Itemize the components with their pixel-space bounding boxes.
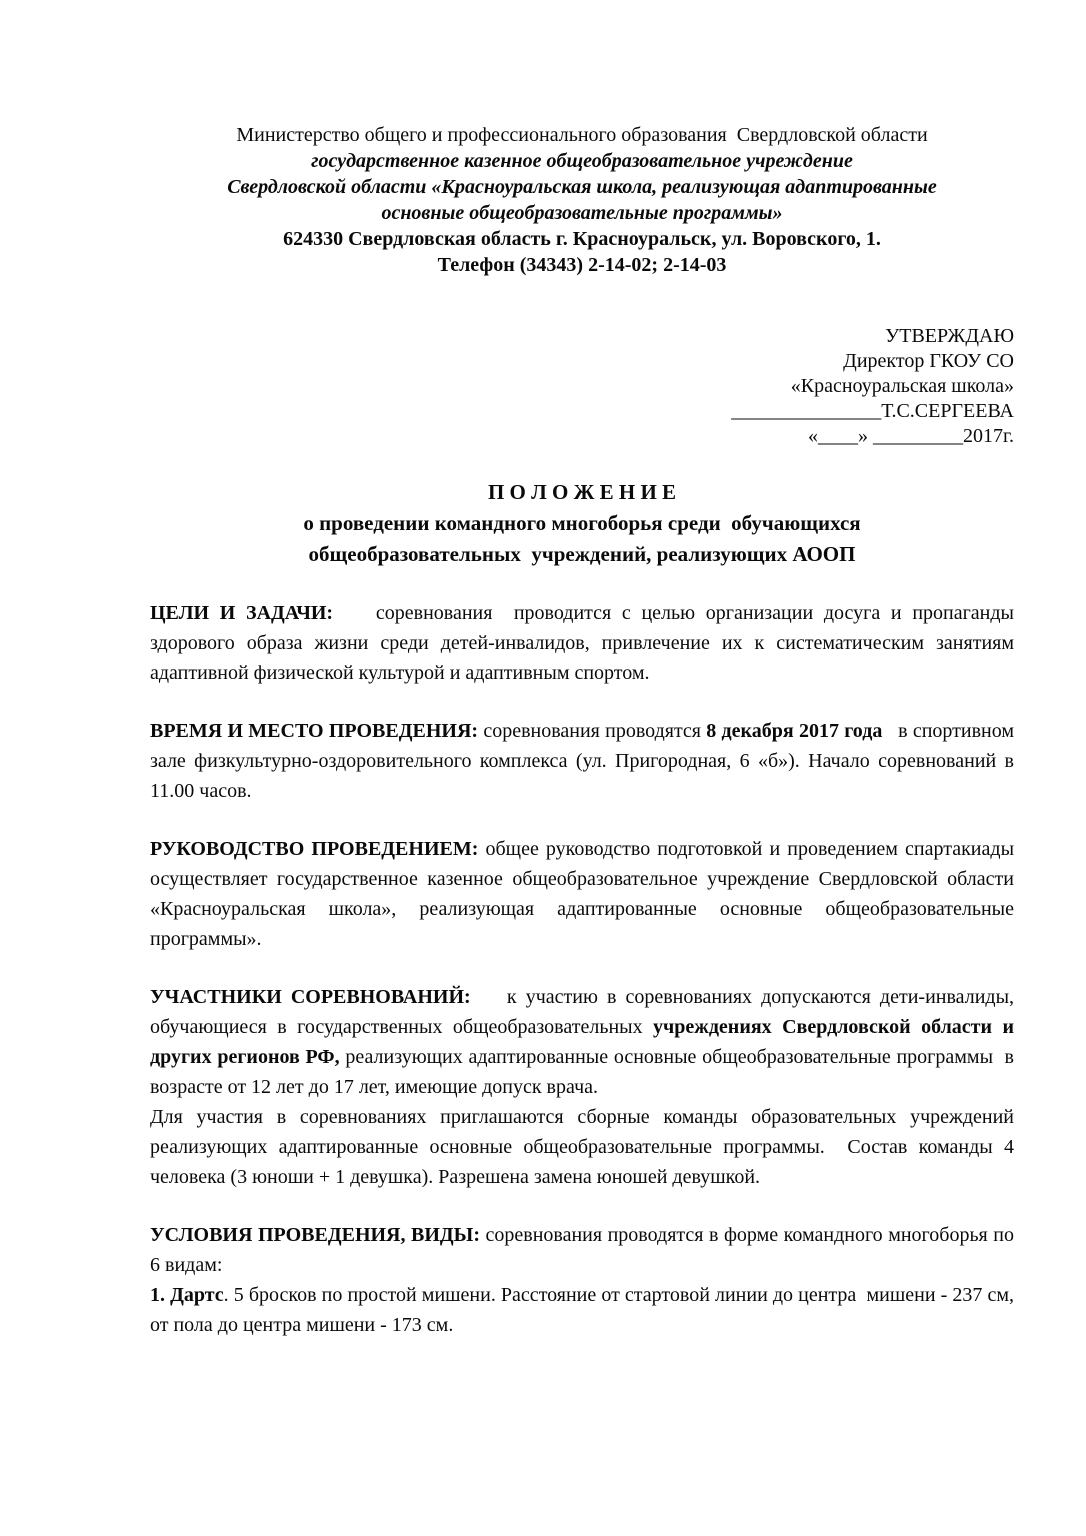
paragraph-participants xyxy=(150,982,1020,1102)
paragraph-darts xyxy=(150,1280,1019,1340)
heading-management: РУКОВОДСТВО ПРОВЕДЕНИЕМ: xyxy=(150,838,479,860)
text-time-place-date: 8 декабря 2017 года xyxy=(706,720,883,742)
document-title xyxy=(150,477,1014,570)
title-subject-line: о проведении командного многоборья среди обучающихся xyxy=(303,511,861,535)
text-conditions: соревнования проводятся в форме командного многоборья по 6 видам: xyxy=(150,1224,1019,1276)
header-institution-name-line: Свердловской области «Красноуральская школа, реализующая адаптированные xyxy=(227,176,937,198)
text-participants-1: к участию в соревнованиях допускаются дети-инвалиды, обучающиеся в государственных общеобразовательных xyxy=(150,986,1020,1038)
approval-date-line: «____» _________2017г. xyxy=(808,425,1014,447)
approval-school-line: «Красноуральская школа» xyxy=(790,375,1014,397)
text-participants-2: реализующих адаптированные основные общеобразовательные программы в возрасте от 12 лет до 17 лет, имеющие допуск врача. xyxy=(150,1046,1019,1098)
heading-conditions: УСЛОВИЯ ПРОВЕДЕНИЯ, ВИДЫ: xyxy=(150,1224,480,1246)
title-main-line: П О Л О Ж Е Н И Е xyxy=(487,480,677,504)
approval-block xyxy=(150,324,1014,449)
heading-participants: УЧАСТНИКИ СОРЕВНОВАНИЙ: xyxy=(150,986,471,1008)
document-body xyxy=(150,598,1020,1340)
approval-signature-line: _______________Т.С.СЕРГЕЕВА xyxy=(731,400,1014,422)
paragraph-conditions xyxy=(150,1220,1019,1280)
heading-time-place: ВРЕМЯ И МЕСТО ПРОВЕДЕНИЯ: xyxy=(150,720,479,742)
text-participation-note: Для участия в соревнованиях приглашаются сборные команды образовательных учреждений реализующих адаптированные основные общеобразовательные программы. Состав команды 4 человека (3 юноши + 1 девушка). Разрешена замена юношей девушкой. xyxy=(150,1106,1019,1188)
paragraph-management xyxy=(150,834,1020,954)
approval-director-line: Директор ГКОУ СО xyxy=(843,350,1014,372)
paragraph-participation-note xyxy=(150,1102,1019,1192)
text-time-place-2: в спортивном зале физкультурно-оздоровительного комплекса (ул. Пригородная, 6 «б»). Начало соревнований в 11.00 часов. xyxy=(150,720,1020,802)
paragraph-time-place xyxy=(150,716,1020,806)
heading-darts-item: 1. Дартс xyxy=(150,1284,224,1306)
text-goals: соревнования проводится с целью организации досуга и пропаганды здорового образа жизни среди детей-инвалидов, привлечение их к систематическим занятиям адаптивной физической культурой и адаптивным спортом. xyxy=(150,602,1019,684)
header-ministry-line: Министерство общего и профессионального образования Свердловской области xyxy=(236,124,928,146)
heading-goals: ЦЕЛИ И ЗАДАЧИ: xyxy=(150,602,334,624)
text-darts: . 5 бросков по простой мишени. Расстояние от стартовой линии до центра мишени - 237 см, от пола до центра мишени - 173 см. xyxy=(150,1284,1019,1336)
approval-approve-label: УТВЕРЖДАЮ xyxy=(885,325,1014,347)
title-subject-line-2: общеобразовательных учреждений, реализующих АООП xyxy=(308,542,856,566)
header-phone-line: Телефон (34343) 2-14-02; 2-14-03 xyxy=(437,254,727,276)
text-time-place-1: соревнования проводятся xyxy=(478,720,707,742)
header-institution-type-line: государственное казенное общеобразовательное учреждение xyxy=(311,150,853,172)
header-address-line: 624330 Свердловская область г. Красноуральск, ул. Воровского, 1. xyxy=(283,228,881,250)
paragraph-goals xyxy=(150,598,1019,688)
document-header xyxy=(150,122,1014,278)
header-institution-name-line-2: основные общеобразовательные программы» xyxy=(381,202,783,224)
text-management: общее руководство подготовкой и проведением спартакиады осуществляет государственное казенное общеобразовательное учреждение Свердловской области «Красноуральская школа», реализующая адаптированные основные общеобразовательные программы». xyxy=(150,838,1020,950)
text-participants-region-bold: учреждениях Свердловской области и других регионов РФ, xyxy=(150,1016,1020,1068)
